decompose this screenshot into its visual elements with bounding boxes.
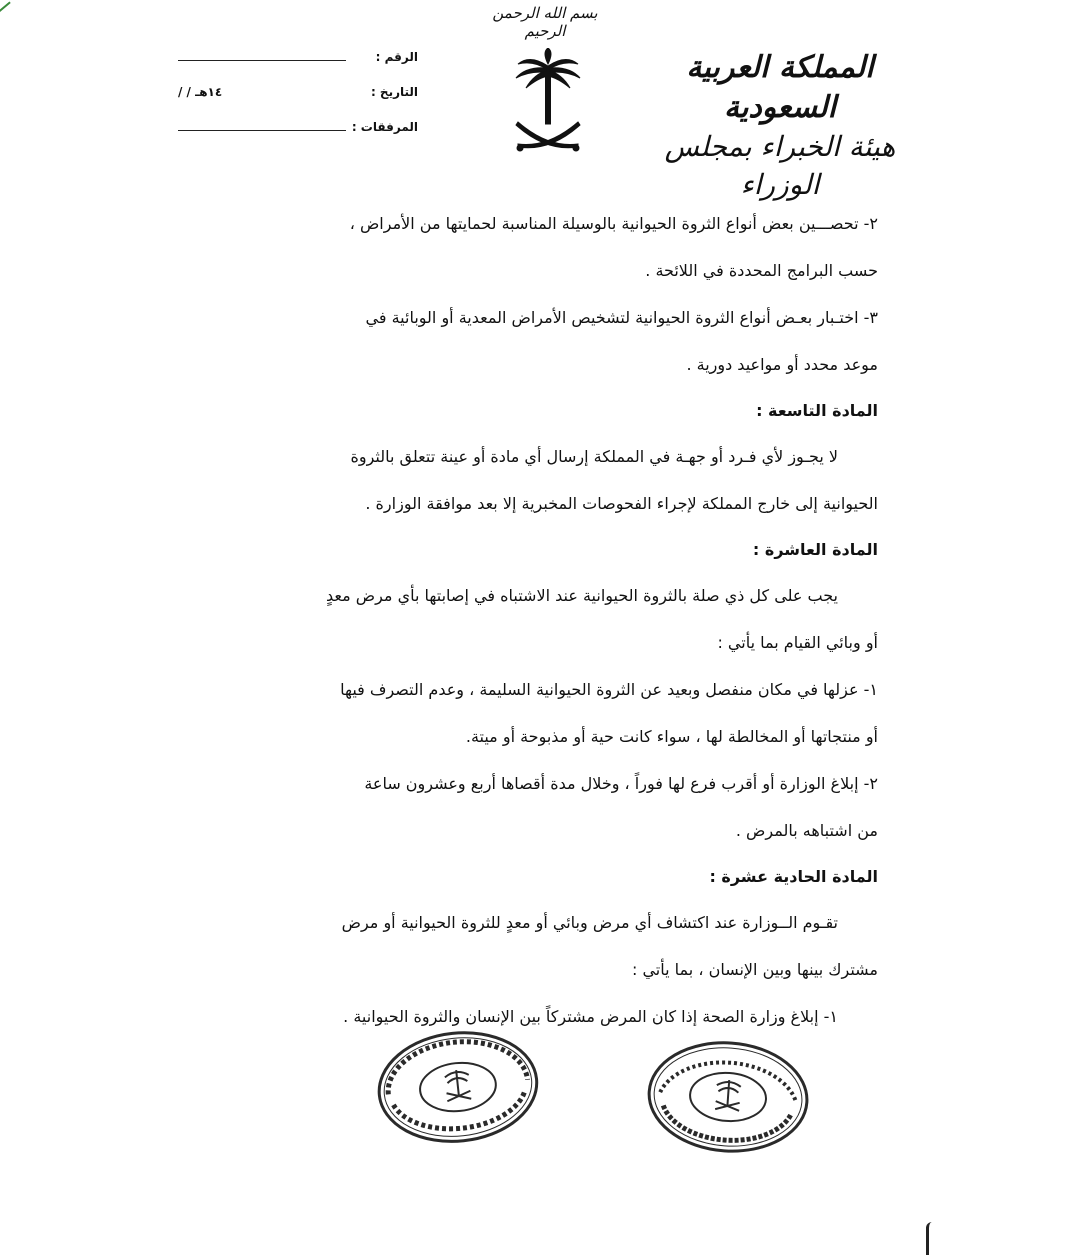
item-2 [218, 200, 878, 294]
page-edge-mark [926, 1222, 937, 1255]
article-10-text [218, 572, 878, 666]
text-line: أو منتجاتها أو المخالطة لها ، سواء كانت حية أو مذبوحة أو ميتة. [465, 727, 878, 746]
text-line: ٢- تحصـــين بعض أنواع الثروة الحيوانية بالوسيلة المناسبة لحمايتها من الأمراض ، [349, 214, 878, 233]
text-line: لا يجـوز لأي فـرد أو جهـة في المملكة إرسال أي مادة أو عينة تتعلق بالثروة [350, 447, 838, 466]
item-3 [218, 294, 878, 388]
text-line: من اشتباهه بالمرض . [735, 821, 878, 840]
letterhead-title [640, 48, 920, 204]
experts-commission-stamp [642, 1034, 815, 1160]
article-10-item-1 [218, 666, 878, 760]
text-line: الحيوانية إلى خارج المملكة لإجراء الفحوصات المخبرية إلا بعد موافقة الوزارة . [365, 494, 878, 513]
text-line: ١- إبلاغ وزارة الصحة إذا كان المرض مشتركاً بين الإنسان والثروة الحيوانية . [343, 1007, 838, 1026]
text-line: ٣- اختـبار بعـض أنواع الثروة الحيوانية لتشخيص الأمراض المعدية أو الوبائية في [365, 308, 878, 327]
text-line: مشترك بينها وبين الإنسان ، بما يأتي : [631, 960, 878, 979]
reference-row [178, 50, 418, 85]
kingdom-name: المملكة العربية السعودية [686, 50, 874, 125]
date-value: / / ١٤هـ [178, 85, 223, 99]
date-label: التاريخ : [370, 85, 418, 99]
document-body [218, 200, 878, 1040]
text-line: أو وبائي القيام بما يأتي : [717, 633, 878, 652]
authority-name: هيئة الخبراء بمجلس الوزراء [664, 130, 896, 201]
text-line: حسب البرامج المحددة في اللائحة . [645, 261, 878, 280]
text-line: تقـوم الــوزارة عند اكتشاف أي مرض وبائي أو معدٍ للثروة الحيوانية أو مرض [341, 913, 838, 932]
attachments-row [178, 120, 418, 155]
article-9-heading: المادة التاسعة : [756, 401, 878, 420]
article-11-item-1 [218, 993, 878, 1040]
attachments-label: المرفقات : [351, 120, 418, 134]
article-11-heading: المادة الحادية عشرة : [709, 867, 878, 886]
article-10-heading: المادة العاشرة : [752, 540, 878, 559]
text-line: ٢- إبلاغ الوزارة أو أقرب فرع لها فوراً ، وخلال مدة أقصاها أربع وعشرون ساعة [364, 774, 878, 793]
text-line: يجب على كل ذي صلة بالثروة الحيوانية عند الاشتباه في إصابتها بأي مرض معدٍ [325, 586, 838, 605]
reference-line [178, 60, 346, 61]
reference-label: الرقم : [375, 50, 418, 64]
corner-mark [0, 0, 11, 12]
article-11-text [218, 899, 878, 993]
text-line: موعد محدد أو مواعيد دورية . [686, 355, 878, 374]
basmala: بسم الله الرحمن الرحيم [492, 4, 598, 40]
date-row [178, 85, 418, 120]
reference-block [178, 50, 418, 155]
text-line: ١- عزلها في مكان منفصل وبعيد عن الثروة الحيوانية السليمة ، وعدم التصرف فيها [340, 680, 878, 699]
attachments-line [178, 130, 346, 131]
general-secretariat-stamp [370, 1022, 546, 1154]
palm-swords-emblem-icon [508, 48, 588, 160]
article-9-text [218, 433, 878, 527]
article-10-item-2 [218, 760, 878, 854]
